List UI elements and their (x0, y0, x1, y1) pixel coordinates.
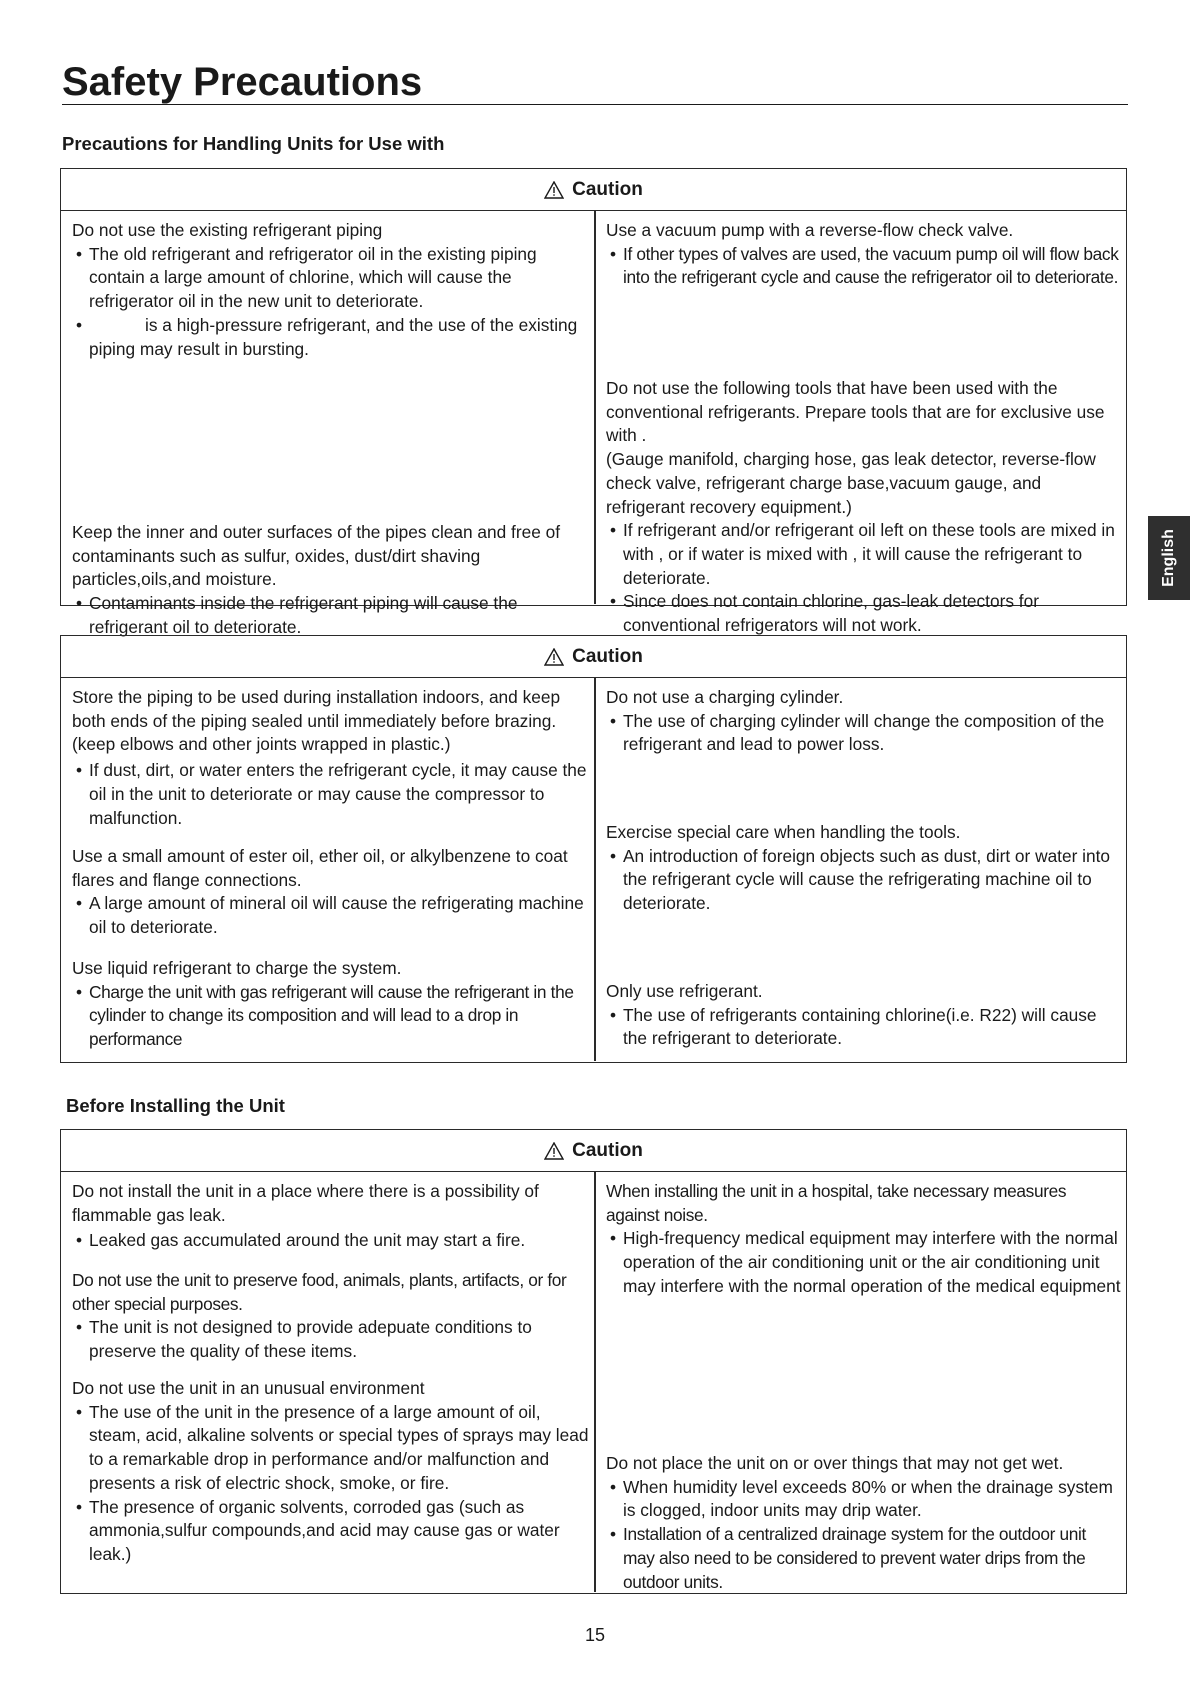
precaution-lead: Use a small amount of ester oil, ether oil, or alkylbenzene to coat flares and flange connections. (72, 846, 568, 890)
caution-body (61, 1172, 1126, 1592)
precaution-item (606, 821, 1122, 916)
precaution-bullet: • The presence of organic solvents, corroded gas (such as ammonia,sulfur compounds,and acid may cause gas or water leak.) (72, 1496, 590, 1567)
precaution-lead: Do not use the unit to preserve food, animals, plants, artifacts, or for other special purposes. (72, 1270, 567, 1314)
page-title: Safety Precautions (62, 58, 1128, 105)
precaution-item (72, 1180, 590, 1253)
precaution-item (606, 1180, 1122, 1299)
caution-label: Caution (572, 1139, 643, 1161)
caution-header (61, 636, 1126, 678)
caution-body (61, 211, 1126, 637)
precaution-bullet: • If dust, dirt, or water enters the refrigerant cycle, it may cause the oil in the unit to deteriorate or may cause the compressor to malfunction. (72, 759, 590, 830)
precaution-bullet: • The old refrigerant and refrigerator oil in the existing piping contain a large amount of chlorine, which will cause the refrigerator oil in the new unit to deteriorate. (72, 243, 590, 314)
precaution-item (606, 980, 1122, 1051)
precaution-item (606, 211, 1122, 290)
precaution-item (606, 377, 1122, 638)
precaution-bullet: • The use of the unit in the presence of a large amount of oil, steam, acid, alkaline solvents or special types of sprays may lead to a remarkable drop in performance and/or malfunction and presents a risk of electric shock, smoke, or fire. (72, 1401, 590, 1496)
precaution-item (72, 845, 590, 940)
warning-triangle-icon (544, 648, 564, 666)
precaution-lead: Store the piping to be used during installation indoors, and keep both ends of the piping sealed until immediately before brazing.(keep elbows and other joints wrapped in plastic.) (72, 687, 561, 755)
precaution-lead: Do not install the unit in a place where there is a possibility of flammable gas leak. (72, 1181, 539, 1225)
precaution-item (72, 1269, 590, 1364)
precaution-bullet: • If other types of valves are used, the vacuum pump oil will flow back into the refrigerant cycle and cause the refrigerator oil to deteriorate. (606, 243, 1122, 290)
precaution-bullet: • Charge the unit with gas refrigerant will cause the refrigerant in the cylinder to change its composition and will lead to a drop in performance (72, 981, 590, 1052)
column-divider (594, 678, 596, 1061)
page-number: 15 (584, 1625, 606, 1645)
precaution-bullet: • The use of charging cylinder will change the composition of the refrigerant and lead to power loss. (606, 710, 1122, 757)
precaution-bullet: • Since does not contain chlorine, gas-leak detectors for conventional refrigerators will not work. (606, 590, 1122, 637)
precaution-bullet: • Contaminants inside the refrigerant piping will cause the refrigerant oil to deteriorate. (72, 592, 590, 639)
caution-box-2 (60, 635, 1127, 1063)
precaution-bullet: • Installation of a centralized drainage system for the outdoor unit may also need to be considered to prevent water drips from the outdoor units. (606, 1523, 1122, 1594)
caution-box-1 (60, 168, 1127, 637)
caution-label: Caution (572, 178, 643, 200)
precaution-lead: Keep the inner and outer surfaces of the pipes clean and free of contaminants such as sulfur, oxides, dust/dirt shaving particles,oils,and moisture. (72, 522, 561, 590)
caution-header (61, 1130, 1126, 1172)
precaution-item (72, 521, 590, 640)
precaution-lead: Use a vacuum pump with a reverse-flow check valve. (606, 220, 1014, 240)
precaution-lead: Do not use the existing refrigerant piping (72, 220, 383, 240)
language-side-tab (1148, 516, 1190, 600)
precaution-bullet: • A large amount of mineral oil will cause the refrigerating machine oil to deteriorate. (72, 892, 590, 939)
precaution-bullet (72, 314, 590, 361)
precaution-bullet: • An introduction of foreign objects such as dust, dirt or water into the refrigerant cycle will cause the refrigerating machine oil to deteriorate. (606, 845, 1122, 916)
precaution-item (606, 1452, 1122, 1594)
precaution-item (72, 957, 590, 1052)
precaution-lead: Use liquid refrigerant to charge the system. (72, 958, 402, 978)
precaution-item (72, 211, 590, 361)
language-label: English (1160, 529, 1177, 587)
caution-body (61, 678, 1126, 1061)
warning-triangle-icon (544, 1142, 564, 1160)
precaution-lead: When installing the unit in a hospital, take necessary measures against noise. (606, 1181, 1067, 1225)
precaution-item (72, 1377, 590, 1567)
section-title-handling: Precautions for Handling Units for Use with (62, 133, 445, 154)
precaution-bullet: • Leaked gas accumulated around the unit may start a fire. (72, 1229, 590, 1253)
caution-box-3 (60, 1129, 1127, 1594)
precaution-bullet: • When humidity level exceeds 80% or when the drainage system is clogged, indoor units may drip water. (606, 1476, 1122, 1523)
precaution-lead: Do not place the unit on or over things that may not get wet. (606, 1453, 1064, 1473)
precaution-lead: Do not use the unit in an unusual environment (72, 1378, 425, 1398)
caution-header (61, 169, 1126, 211)
precaution-item (606, 686, 1122, 757)
precaution-lead: Do not use the following tools that have been used with the conventional refrigerants. Prepare tools that are for exclusive use with . (606, 378, 1105, 446)
column-divider (594, 211, 596, 604)
warning-triangle-icon (544, 181, 564, 199)
precaution-bullet: • The use of refrigerants containing chlorine(i.e. R22) will cause the refrigerant to deteriorate. (606, 1004, 1122, 1051)
precaution-item (72, 686, 590, 830)
section-title-before-installing: Before Installing the Unit (66, 1095, 285, 1116)
precaution-bullet: • The unit is not designed to provide adepuate conditions to preserve the quality of these items. (72, 1316, 590, 1363)
caution-label: Caution (572, 645, 643, 667)
precaution-lead: Do not use a charging cylinder. (606, 687, 844, 707)
precaution-bullet: • High-frequency medical equipment may interfere with the normal operation of the air conditioning unit or the air conditioning unit may interfere with the normal operation of the medical equipment (606, 1227, 1122, 1298)
column-divider (594, 1172, 596, 1592)
precaution-bullet: • If refrigerant and/or refrigerant oil left on these tools are mixed in with , or if water is mixed with , it will cause the refrigerant to deteriorate. (606, 519, 1122, 590)
precaution-lead: Only use refrigerant. (606, 981, 763, 1001)
precaution-bullet-text: is a high-pressure refrigerant, and the use of the existing piping may result in bursting. (89, 314, 578, 359)
precaution-lead: Exercise special care when handling the tools. (606, 822, 961, 842)
precaution-note: (Gauge manifold, charging hose, gas leak detector, reverse-flow check valve, refrigerant charge base,vacuum gauge, and refrigerant recovery equipment.) (606, 449, 1096, 517)
